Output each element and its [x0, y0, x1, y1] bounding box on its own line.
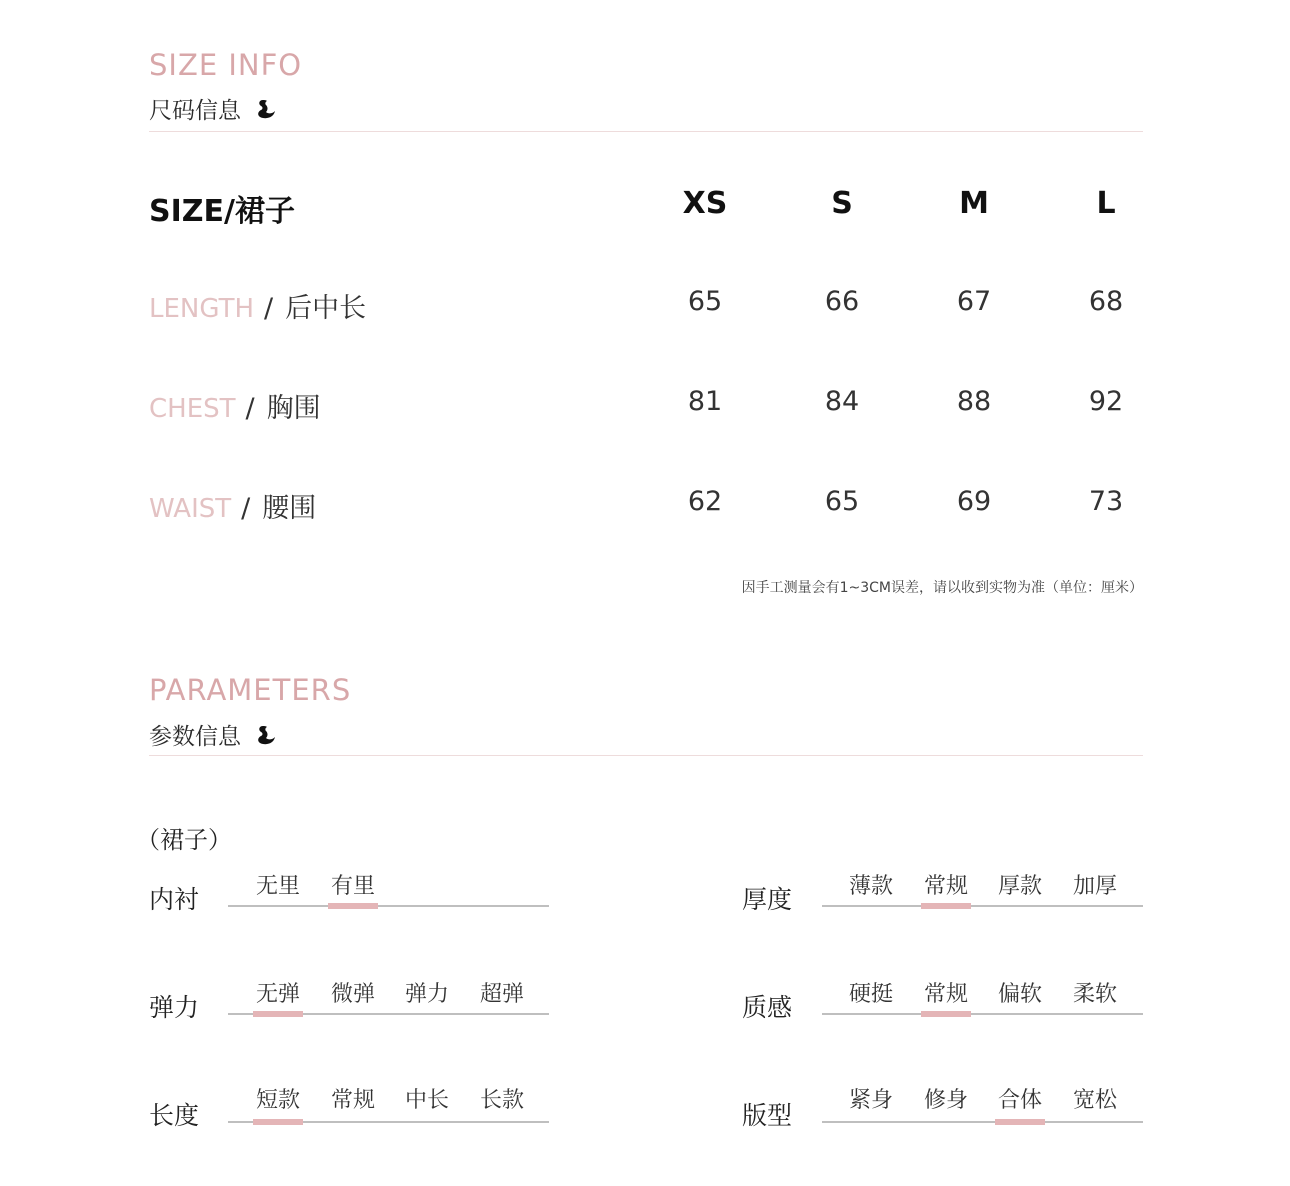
swan-icon — [253, 98, 277, 120]
parameters-group-title: （裙子） — [136, 826, 232, 854]
size-info-title-cn: 尺码信息 — [149, 98, 241, 124]
row-label-en: WAIST — [149, 494, 232, 524]
param-option: 中长 — [404, 1088, 449, 1113]
param-selected-marker — [921, 1011, 971, 1017]
param-option: 合体 — [997, 1088, 1042, 1113]
size-cell: 92 — [1088, 386, 1124, 417]
row-label-en: CHEST — [149, 394, 236, 424]
param-selected-marker — [253, 1119, 303, 1125]
parameters-title-cn-wrap — [149, 718, 277, 751]
size-cell: 68 — [1088, 286, 1124, 317]
param-name-elasticity: 弹力 — [149, 993, 200, 1022]
size-row-label-waist — [149, 486, 316, 525]
param-option: 柔软 — [1072, 982, 1117, 1007]
swan-icon — [253, 724, 277, 746]
size-cell: 62 — [687, 486, 723, 517]
size-cell: 67 — [956, 286, 992, 317]
size-info-title-cn-wrap — [149, 92, 277, 125]
row-label-sep: / — [264, 293, 274, 324]
param-option: 超弹 — [479, 982, 524, 1007]
size-col-s: S — [831, 186, 853, 221]
param-selected-marker — [328, 903, 378, 909]
param-selected-marker — [995, 1119, 1045, 1125]
size-table-header-label: SIZE/裙子 — [149, 194, 295, 229]
row-label-cn: 腰围 — [262, 493, 317, 524]
param-option: 薄款 — [848, 874, 893, 899]
param-name-length: 长度 — [149, 1101, 200, 1130]
size-cell: 65 — [824, 486, 860, 517]
parameters-divider — [149, 755, 1143, 756]
param-option: 短款 — [255, 1088, 300, 1113]
param-name-fit: 版型 — [742, 1101, 793, 1130]
size-cell: 65 — [687, 286, 723, 317]
parameters-title-en: PARAMETERS — [149, 673, 352, 707]
param-name-lining: 内衬 — [149, 885, 200, 914]
size-col-xs: XS — [682, 186, 728, 221]
param-selected-marker — [921, 903, 971, 909]
param-option: 无里 — [255, 874, 300, 899]
size-cell: 69 — [956, 486, 992, 517]
param-track — [228, 905, 549, 907]
param-option: 长款 — [479, 1088, 524, 1113]
param-option: 微弹 — [330, 982, 375, 1007]
param-name-texture: 质感 — [742, 993, 793, 1022]
parameters-title-cn: 参数信息 — [149, 724, 241, 750]
size-col-l: L — [1096, 186, 1116, 221]
size-info-title-en: SIZE INFO — [149, 48, 303, 82]
param-track — [822, 1121, 1143, 1123]
param-track — [822, 1013, 1143, 1015]
size-info-divider — [149, 131, 1143, 132]
param-selected-marker — [253, 1011, 303, 1017]
size-cell: 88 — [956, 386, 992, 417]
param-option: 硬挺 — [848, 982, 893, 1007]
row-label-sep: / — [241, 493, 251, 524]
size-cell: 84 — [824, 386, 860, 417]
row-label-cn: 胸围 — [266, 393, 321, 424]
row-label-cn: 后中长 — [285, 293, 367, 324]
param-name-thickness: 厚度 — [742, 885, 793, 914]
row-label-en: LENGTH — [149, 294, 255, 324]
param-track — [822, 905, 1143, 907]
param-option: 常规 — [330, 1088, 375, 1113]
param-option: 厚款 — [997, 874, 1042, 899]
size-cell: 66 — [824, 286, 860, 317]
size-row-label-chest — [149, 386, 321, 425]
size-cell: 81 — [687, 386, 723, 417]
param-option: 常规 — [923, 874, 968, 899]
param-option: 宽松 — [1072, 1088, 1117, 1113]
size-row-label-length — [149, 286, 366, 325]
param-option: 偏软 — [997, 982, 1042, 1007]
measurement-note: 因手工测量会有1~3CM误差，请以收到实物为准（单位：厘米） — [741, 580, 1143, 596]
param-option: 常规 — [923, 982, 968, 1007]
param-option: 有里 — [330, 874, 375, 899]
param-option: 弹力 — [404, 982, 449, 1007]
param-option: 无弹 — [255, 982, 300, 1007]
param-option: 加厚 — [1072, 874, 1117, 899]
size-col-m: M — [959, 186, 989, 221]
param-option: 修身 — [923, 1088, 968, 1113]
size-cell: 73 — [1088, 486, 1124, 517]
param-option: 紧身 — [848, 1088, 893, 1113]
row-label-sep: / — [245, 393, 255, 424]
